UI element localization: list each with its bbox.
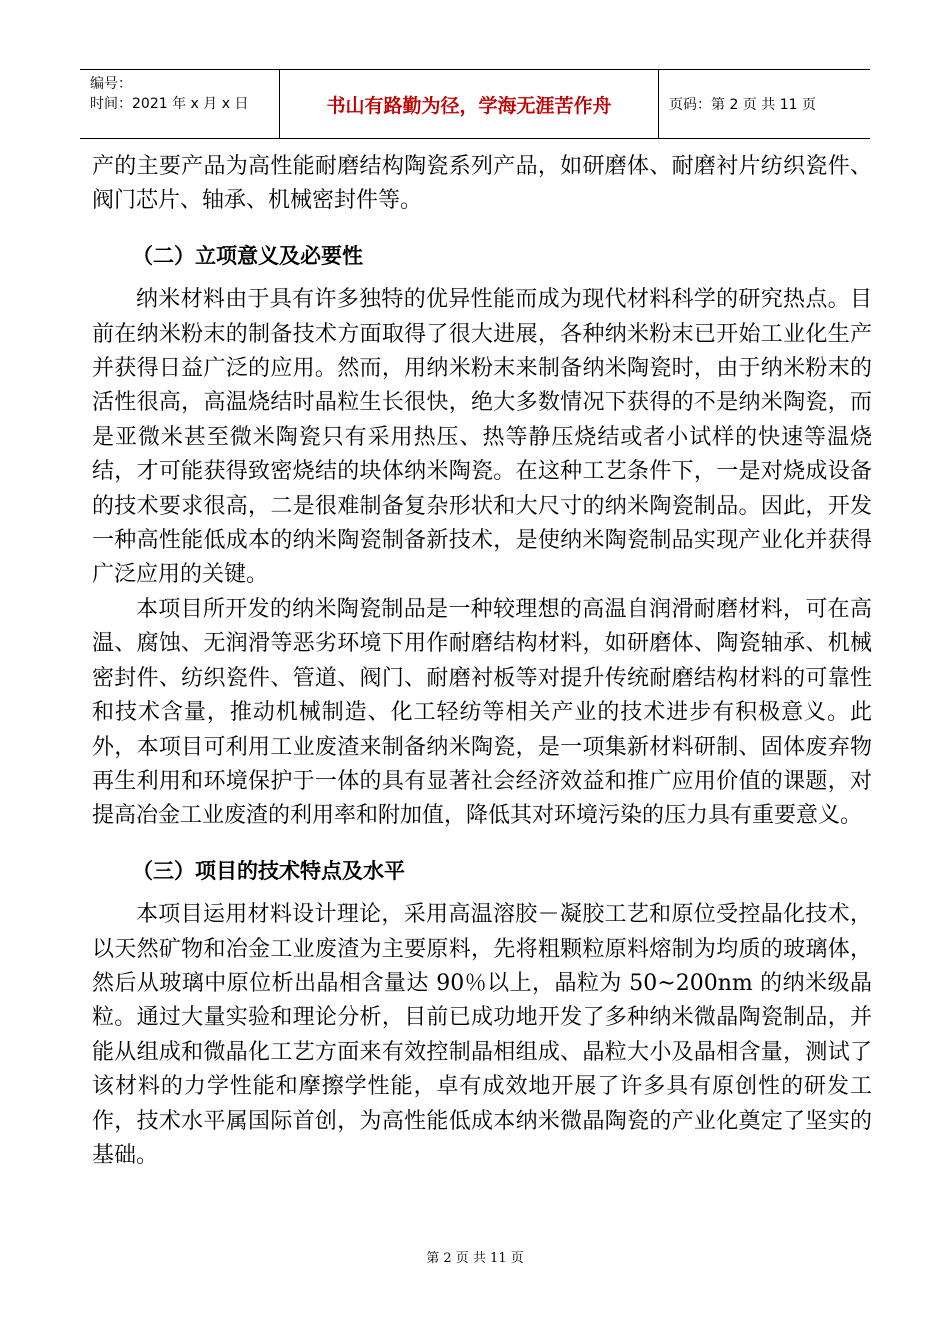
header-meta bbox=[80, 70, 280, 138]
paragraph-technical-features: 本项目运用材料设计理论，采用高温溶胶－凝胶工艺和原位受控晶化技术，以天然矿物和冶金工业废渣为主要原料，先将粗颗粒原料熔制为均质的玻璃体，然后从玻璃中原位析出晶相含量达 90％以上，晶粒为 50~200nm 的纳米级晶粒。通过大量实验和理论分析，目前已成功地开发了多种纳米微晶陶瓷制品，并能从组成和微晶化工艺方面来有效控制晶相组成、晶粒大小及晶相含量，测试了该材料的力学性能和摩擦学性能，卓有成效地开展了许多具有原创性的研发工作，技术水平属国际首创，为高性能低成本纳米微晶陶瓷的产业化奠定了坚实的基础。 bbox=[92, 902, 872, 1168]
document-body bbox=[92, 150, 872, 1173]
page-header bbox=[80, 69, 870, 139]
section-heading-3: （三）项目的技术特点及水平 bbox=[132, 858, 405, 883]
header-page-info: 页码：第 2 页 共 11 页 bbox=[669, 97, 816, 113]
paragraph-significance-2: 本项目所开发的纳米陶瓷制品是一种较理想的高温自润滑耐磨材料，可在高温、腐蚀、无润滑等恶劣环境下用作耐磨结构材料，如研磨体、陶瓷轴承、机械密封件、纺织瓷件、管道、阀门、耐磨衬板等对提升传统耐磨结构材料的可靠性和技术含量，推动机械制造、化工轻纺等相关产业的技术进步有积极意义。此外，本项目可利用工业废渣来制备纳米陶瓷，是一项集新材料研制、固体废弃物再生利用和环境保护于一体的具有显著社会经济效益和推广应用价值的课题，对提高冶金工业废渣的利用率和附加值，降低其对环境污染的压力具有重要意义。 bbox=[92, 596, 872, 829]
paragraph-intro: 产的主要产品为高性能耐磨结构陶瓷系列产品，如研磨体、耐磨衬片纺织瓷件、阀门芯片、轴承、机械密封件等。 bbox=[92, 154, 872, 214]
section-heading-2: （二）立项意义及必要性 bbox=[132, 243, 363, 268]
header-motto: 书山有路勤为径，学海无涯苦作舟 bbox=[280, 70, 659, 138]
page-footer: 第 2 页 共 11 页 bbox=[426, 1251, 524, 1266]
paragraph-significance-1: 纳米材料由于具有许多独特的优异性能而成为现代材料科学的研究热点。目前在纳米粉末的制备技术方面取得了很大进展，各种纳米粉末已开始工业化生产并获得日益广泛的应用。然而，用纳米粉末来制备纳米陶瓷时，由于纳米粉末的活性很高，高温烧结时晶粒生长很快，绝大多数情况下获得的不是纳米陶瓷，而是亚微米甚至微米陶瓷只有采用热压、热等静压烧结或者小试样的快速等温烧结，才可能获得致密烧结的块体纳米陶瓷。在这种工艺条件下，一是对烧成设备的技术要求很高，二是很难制备复杂形状和大尺寸的纳米陶瓷制品。因此，开发一种高性能低成本的纳米陶瓷制备新技术，是使纳米陶瓷制品实现产业化并获得广泛应用的关键。 bbox=[92, 287, 872, 588]
document-number-label: 编号： bbox=[90, 76, 132, 92]
document-time-label: 时间：2021 年 x 月 x 日 bbox=[90, 96, 249, 112]
